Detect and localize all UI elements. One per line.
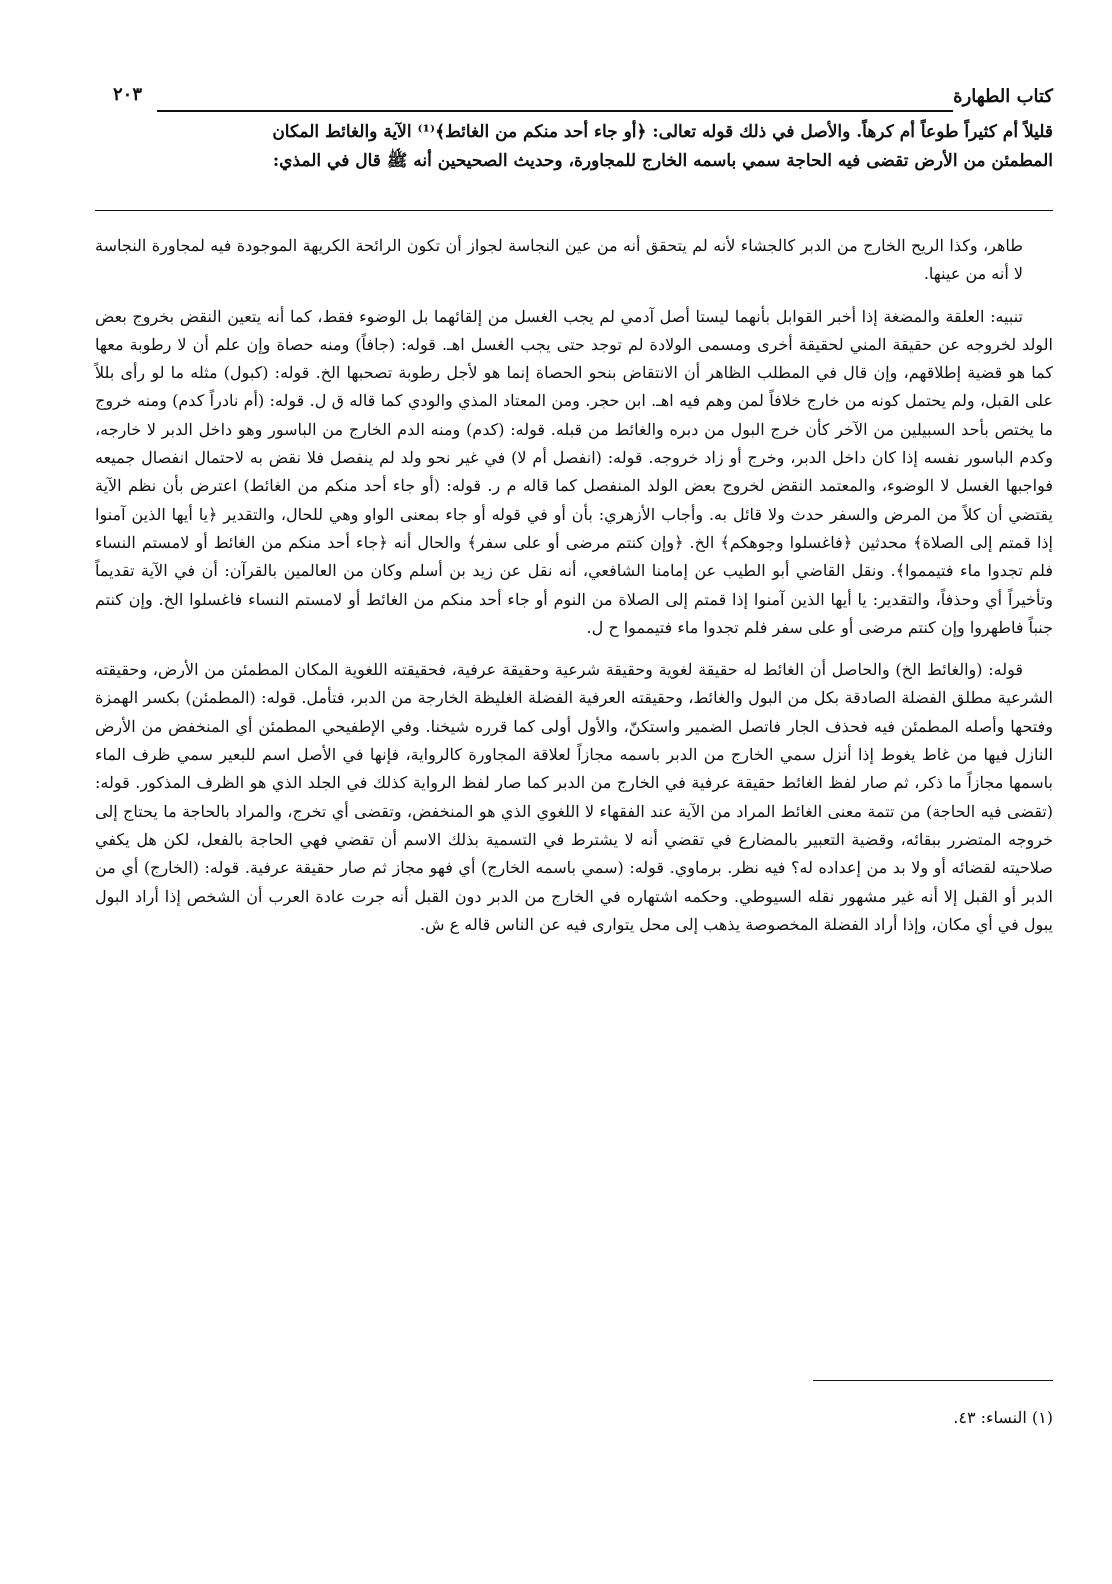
commentary-qawluh: قوله: (والغائط الخ) والحاصل أن الغائط له حقيقة لغوية وحقيقة شرعية وحقيقة عرفية، فحقيقته اللغوية المكان المطمئن من الأرض، وحقيقته الشرعية مطلق الفضلة الصادقة بكل من البول والغائط، وحقيقته العرفية الفضلة الغليظة الخارجة من الدبر، فتأمل. قوله: (المطمئن) بكسر الهمزة وفتحها وأصله المطمئن فيه فحذف الجار فاتصل الضمير واستكنّ، والأول أولى كما قرره شيخنا. وفي الإطفيحي المطمئن أي المنخفض من الأرض النازل فيها من غاط يغوط إذا أنزل سمي الخارج من الدبر باسمه مجازاً لعلاقة المجاورة كالرواية، فإنها في الأصل اسم للبعير سمي ظرف الماء باسمها مجازاً ما ذكر، ثم صار لفظ الغائط حقيقة عرفية في الخارج من الدبر كما صار لفظ الرواية كذلك في الجلد الذي هو الظرف المذكور. قوله: (تقضى فيه الحاجة) من تتمة معنى الغائط المراد من الآية عند الفقهاء لا اللغوي الذي هو المنخفض، وتقضى أي تخرج، والمراد بالحاجة ما يحتاج إلى خروجه المتضرر ببقائه، وقضية التعبير بالمضارع في تقضي أنه لا يشترط في التسمية بذلك الاسم أن تقضي فهي الحاجة بالفعل، لكن هل يكفي صلاحيته لقضائه أو ولا بد من إعداده له؟ فيه نظر. برماوي. قوله: (سمي باسمه الخارج) أي فهو مجاز ثم صار حقيقة عرفية. قوله: (الخارج) أي من الدبر أو القبل إلا أنه غير مشهور نقله السيوطي. وحكمه اشتهاره في الخارج من الدبر دون القبل أنه جرت عادة العرب أن الشخص إذا أراد البول يبول في أي مكان، وإذا أراد الفضلة المخصوصة يذهب إلى محل يتوارى فيه عن الناس قاله ع ش. bbox=[95, 660, 1054, 934]
page-header bbox=[95, 84, 1053, 114]
main-text-line: قليلاً أم كثيراً طوعاً أم كرهاً. والأصل في ذلك قوله تعالى: ﴿أو جاء أحد منكم من الغائط﴾⁽¹⁾ الآية والغائط المكان bbox=[272, 122, 1053, 142]
footnote: (١) النساء: ٤٣. bbox=[953, 1408, 1053, 1427]
commentary-tanbih: تنبيه: العلقة والمضغة إذا أخبر القوابل بأنهما ليستا أصل آدمي لم يجب الغسل من إلقائهما بل الوضوء فقط، كما أنه يتعين النقض بخروج بعض الولد لخروجه عن حقيقة المني لحقيقة أخرى ومسمى الولادة لم توجد حتى يجب الغسل اهـ. قوله: (جافاً) ومنه حصاة وإن علم أن لا رطوبة معها كما هو قضية إطلاقهم، وإن قال في المطلب الظاهر أن الانتقاض بنحو الحصاة إنما هو لأجل رطوبة تصحبها الخ. قوله: (كبول) مثله ما لو رأى بللاً على القبل، ولم يحتمل كونه من خارج خلافاً لمن وهم فيه اهـ. ابن حجر. ومن المعتاد المذي والودي كما قاله ق ل. قوله: (أم نادراً كدم) ومنه خروج ما يختص بأحد السبيلين من الآخر كأن خرج البول من دبره والغائط من قبله. قوله: (كدم) ومنه الدم الخارج من الباسور وهو داخل الدبر لا خارجه، وكدم الباسور نفسه إذا كان داخل الدبر، وخرج أو زاد خروجه. قوله: (انفصل أم لا) في غير نحو ولد لم ينفصل فلا نقض به لاحتمال انفصال جميعه فواجبها الغسل لا الوضوء، والمعتمد النقض لخروج بعض الولد المنفصل كما قاله م ر. قوله: (أو جاء أحد منكم من الغائط) اعترض بأن نظم الآية يقتضي أن كلاً من المرض والسفر حدث ولا قائل به. وأجاب الأزهري: بأن أو في قوله أو جاء بمعنى الواو وهي للحال، والتقدير ﴿يا أيها الذين آمنوا إذا قمتم إلى الصلاة﴾ محدثين ﴿فاغسلوا وجوهكم﴾ الخ. ﴿وإن كنتم مرضى أو على سفر﴾ والحال أنه ﴿جاء أحد منكم من الغائط أو لامستم النساء فلم تجدوا ماء فتيمموا﴾. ونقل القاضي أبو الطيب عن إمامنا الشافعي، أنه نقل عن زيد بن أسلم وكان من العالمين بالقرآن: أن في الآية تقديماً وتأخيراً أي وحذفاً، والتقدير: يا أيها الذين آمنوا إذا قمتم إلى الصلاة من النوم أو جاء أحد منكم من الغائط أو لامستم النساء فاغسلوا الخ. وإن كنتم جنباً فاطهروا وإن كنتم مرضى أو على سفر فلم تجدوا ماء فتيمموا ح ل. bbox=[95, 306, 1054, 637]
commentary bbox=[95, 232, 1053, 939]
main-divider bbox=[95, 210, 1053, 211]
page-number: ٢٠٣ bbox=[113, 84, 143, 105]
footnote-divider bbox=[813, 1380, 1053, 1381]
commentary-intro: طاهر، وكذا الريح الخارج من الدبر كالجشاء لأنه لم يتحقق أنه من عين النجاسة لجواز أن تكون الرائحة الكريهة الموجودة فيه لمجاورة النجاسة لا أنه من عينها. bbox=[95, 236, 1023, 284]
book-title: كتاب الطهارة bbox=[953, 86, 1053, 107]
header-rule bbox=[157, 110, 953, 112]
main-text bbox=[95, 118, 1053, 176]
main-text-line: المطمئن من الأرض تقضى فيه الحاجة سمي باسمه الخارج للمجاورة، وحديث الصحيحين أنه ﷺ قال في المذي: bbox=[272, 151, 1053, 171]
